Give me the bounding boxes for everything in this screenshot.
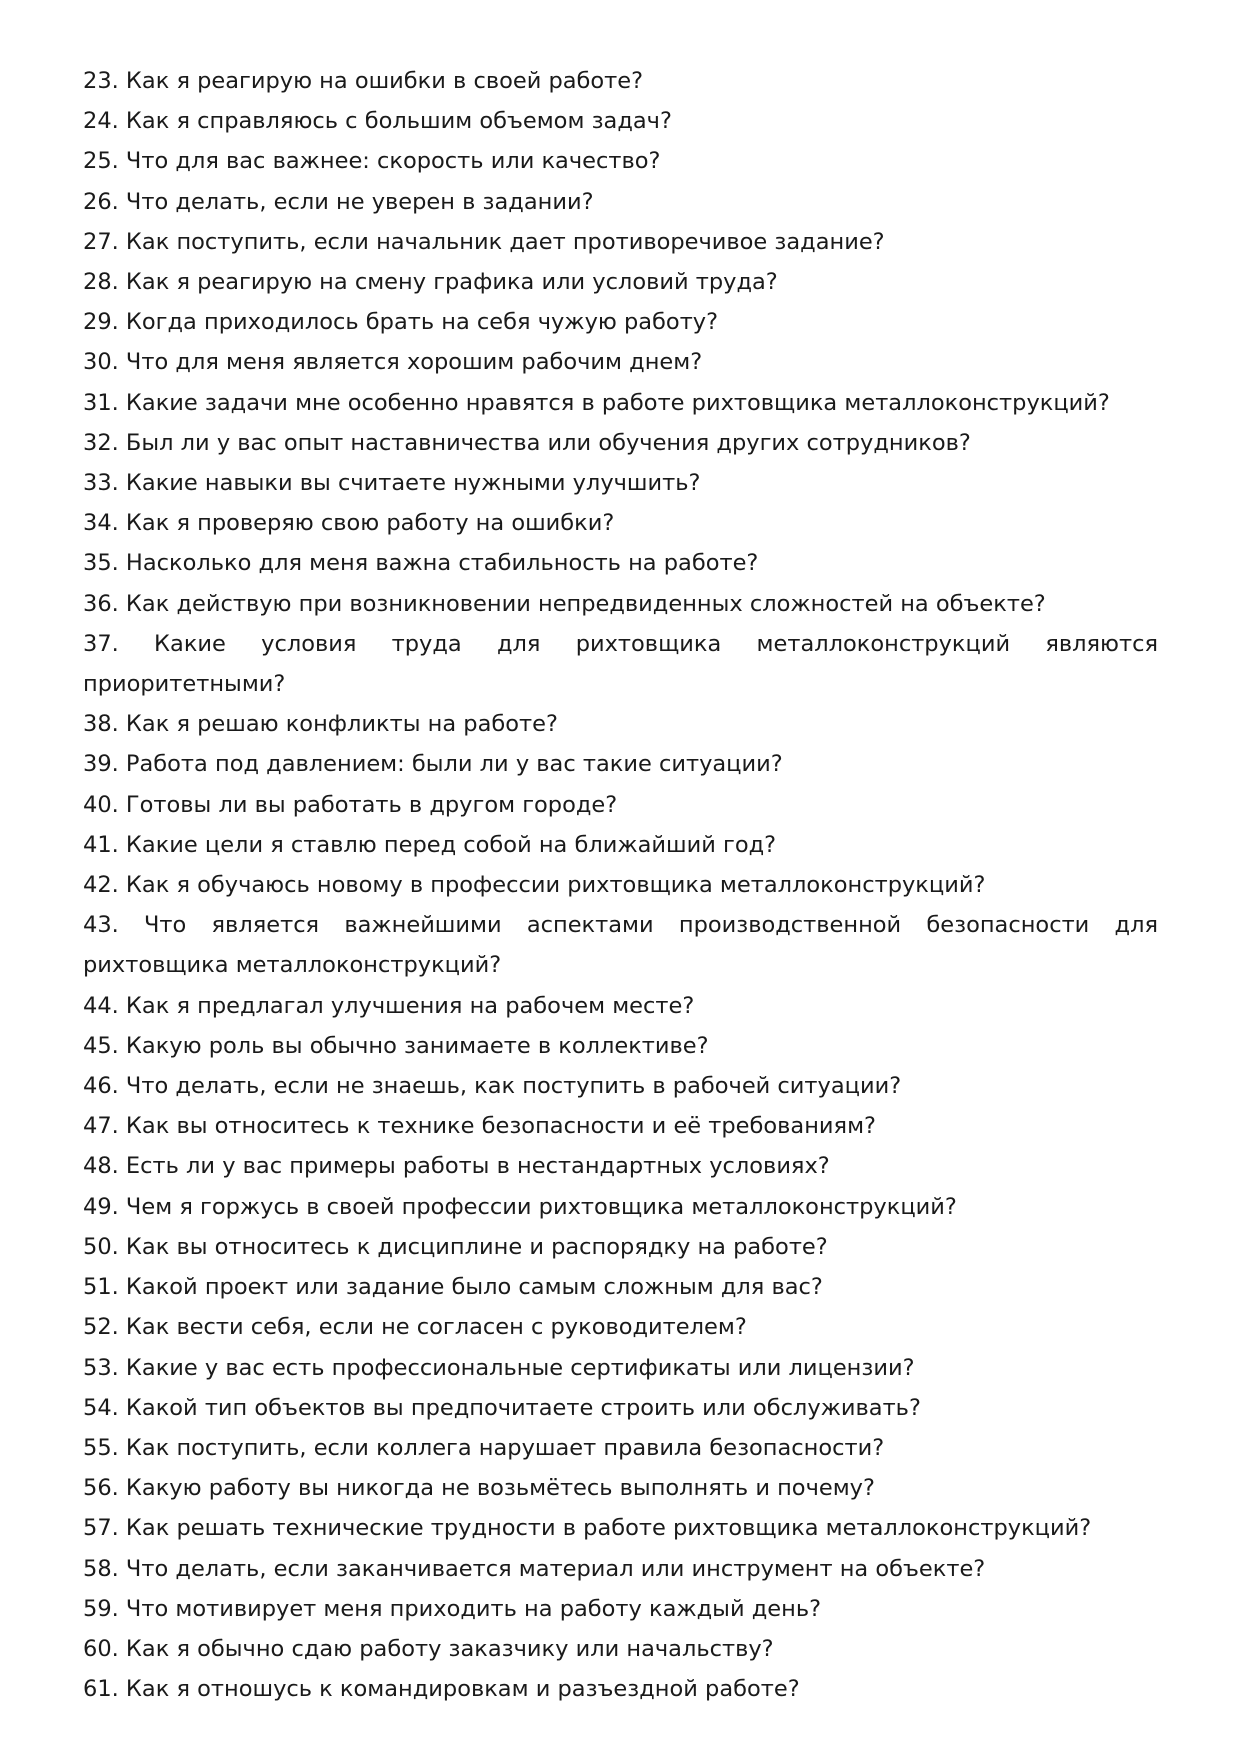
question-item: 25. Что для вас важнее: скорость или качество? (83, 148, 661, 175)
question-item: 40. Готовы ли вы работать в другом городе? (83, 791, 618, 818)
question-item: 44. Как я предлагал улучшения на рабочем месте? (83, 992, 695, 1019)
question-item: 43. Что является важнейшими аспектами производственной безопасности для рихтовщика металлоконструкций? (83, 912, 1158, 979)
question-item: 47. Как вы относитесь к технике безопасности и её требованиям? (83, 1113, 876, 1140)
question-item: 53. Какие у вас есть профессиональные сертификаты или лицензии? (83, 1354, 915, 1381)
question-item: 23. Как я реагирую на ошибки в своей работе? (83, 68, 644, 94)
question-item: 39. Работа под давлением: были ли у вас такие ситуации? (83, 751, 783, 778)
question-item: 54. Какой тип объектов вы предпочитаете строить или обслуживать? (83, 1394, 921, 1421)
question-item: 45. Какую роль вы обычно занимаете в коллективе? (83, 1032, 709, 1059)
question-item: 41. Какие цели я ставлю перед собой на ближайший год? (83, 831, 777, 858)
question-item: 50. Как вы относитесь к дисциплине и распорядку на работе? (83, 1233, 828, 1260)
question-item: 57. Как решать технические трудности в работе рихтовщика металлоконструкций? (83, 1515, 1092, 1542)
question-item: 31. Какие задачи мне особенно нравятся в работе рихтовщика металлоконструкций? (83, 389, 1110, 416)
question-item: 30. Что для меня является хорошим рабочим днем? (83, 349, 703, 376)
question-item: 58. Что делать, если заканчивается материал или инструмент на объекте? (83, 1555, 986, 1582)
question-item: 49. Чем я горжусь в своей профессии рихтовщика металлоконструкций? (83, 1193, 957, 1220)
question-item: 34. Как я проверяю свою работу на ошибки? (83, 510, 615, 537)
question-item: 29. Когда приходилось брать на себя чужую работу? (83, 309, 719, 336)
question-item: 36. Как действую при возникновении непредвиденных сложностей на объекте? (83, 590, 1046, 617)
question-item: 38. Как я решаю конфликты на работе? (83, 711, 558, 738)
question-item: 26. Что делать, если не уверен в задании? (83, 188, 594, 215)
question-item: 52. Как вести себя, если не согласен с руководителем? (83, 1314, 747, 1341)
question-item: 42. Как я обучаюсь новому в профессии рихтовщика металлоконструкций? (83, 872, 986, 899)
question-item: 61. Как я отношусь к командировкам и разъездной работе? (83, 1676, 800, 1703)
question-item: 59. Что мотивирует меня приходить на работу каждый день? (83, 1595, 822, 1622)
question-item: 48. Есть ли у вас примеры работы в нестандартных условиях? (83, 1153, 830, 1180)
question-list (83, 61, 1158, 1709)
question-item: 60. Как я обычно сдаю работу заказчику или начальству? (83, 1635, 774, 1662)
question-item: 51. Какой проект или задание было самым сложным для вас? (83, 1274, 823, 1301)
question-item: 27. Как поступить, если начальник дает противоречивое задание? (83, 228, 885, 255)
question-item: 24. Как я справляюсь с большим объемом задач? (83, 108, 672, 135)
question-item: 46. Что делать, если не знаешь, как поступить в рабочей ситуации? (83, 1073, 902, 1100)
question-item: 37. Какие условия труда для рихтовщика металлоконструкций являются приоритетными? (83, 630, 1158, 698)
question-item: 35. Насколько для меня важна стабильность на работе? (83, 550, 759, 577)
question-item: 56. Какую работу вы никогда не возьмётесь выполнять и почему? (83, 1475, 875, 1502)
question-item: 33. Какие навыки вы считаете нужными улучшить? (83, 470, 701, 497)
question-item: 32. Был ли у вас опыт наставничества или обучения других сотрудников? (83, 429, 971, 456)
question-item: 28. Как я реагирую на смену графика или условий труда? (83, 269, 778, 296)
question-item: 55. Как поступить, если коллега нарушает правила безопасности? (83, 1434, 885, 1461)
